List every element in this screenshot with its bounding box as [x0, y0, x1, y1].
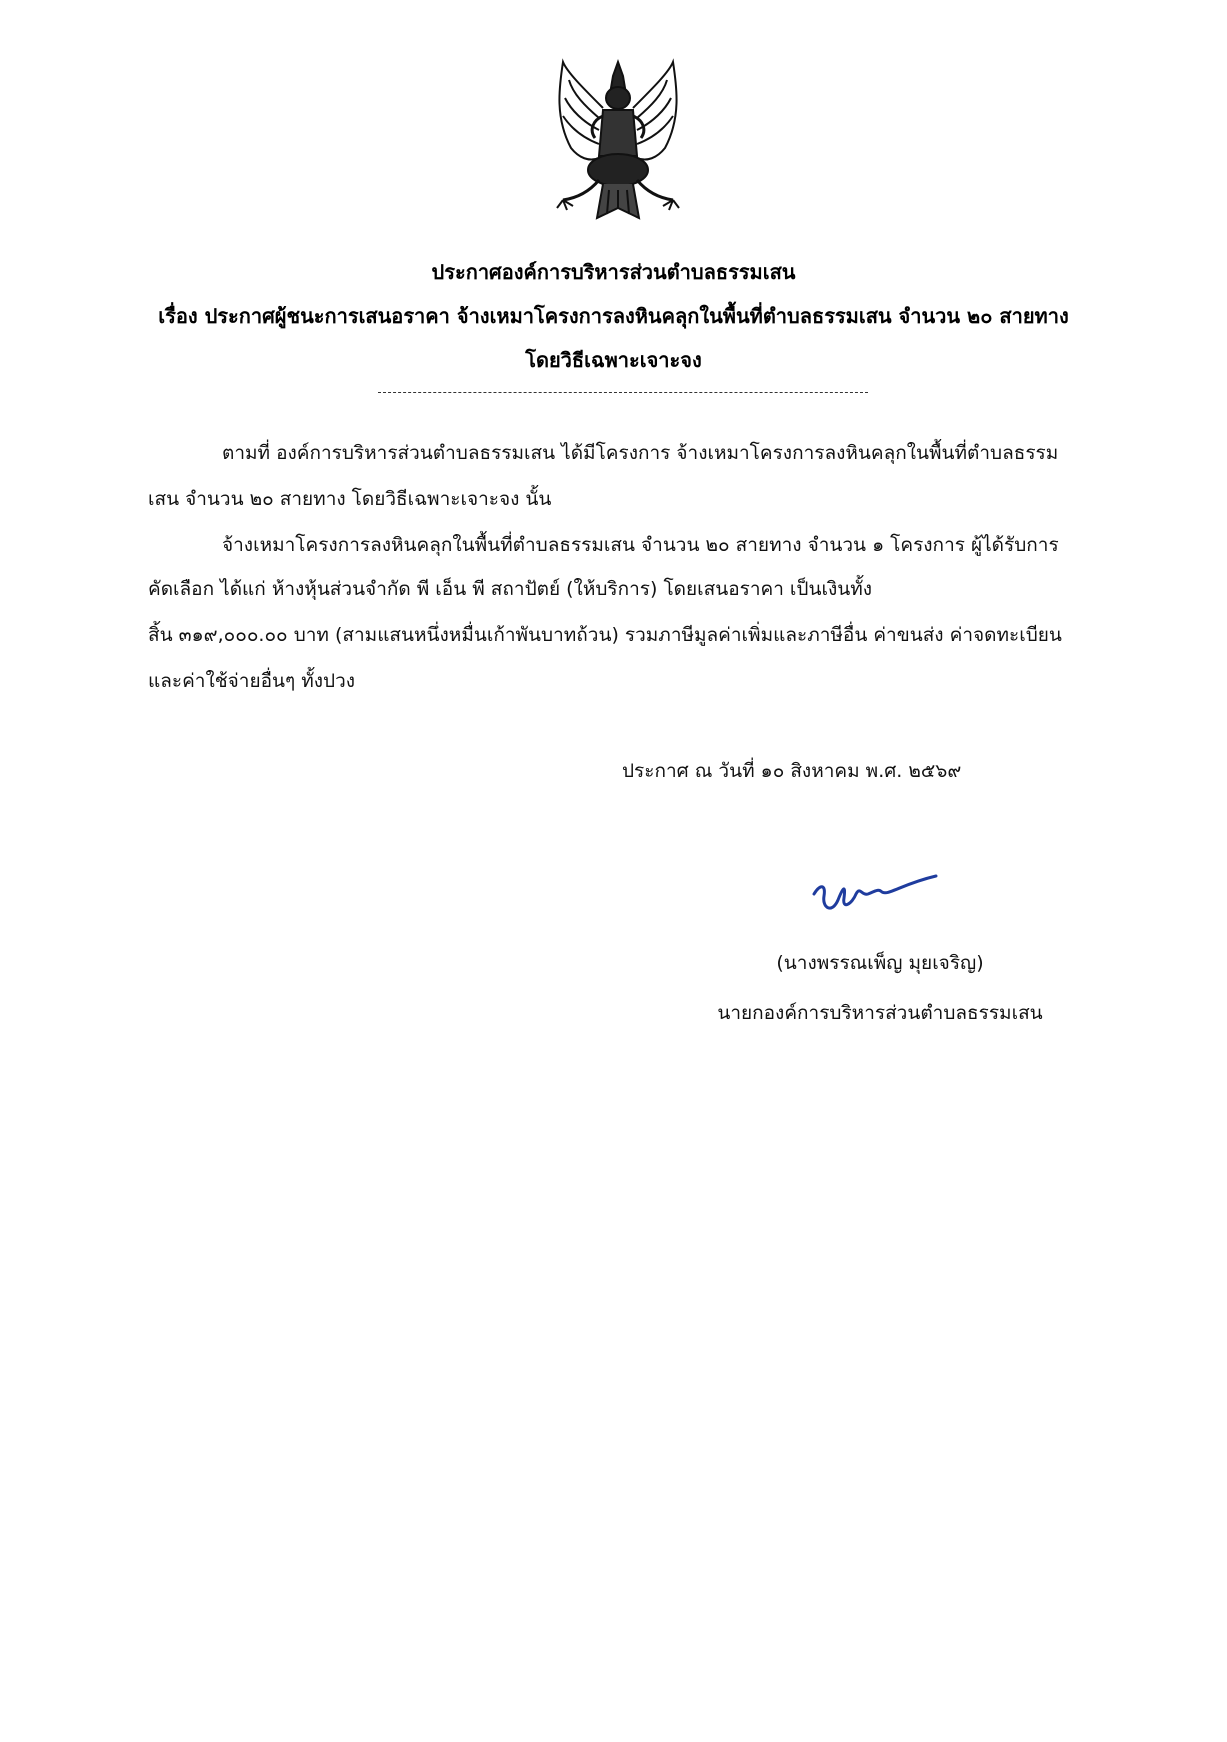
announcement-method: โดยวิธีเฉพาะเจาะจง — [525, 348, 702, 372]
signature — [812, 870, 938, 918]
paragraph-1-line-2: เสน จำนวน ๒๐ สายทาง โดยวิธีเฉพาะเจาะจง นั้น — [148, 488, 552, 510]
paragraph-1-line-1: ตามที่ องค์การบริหารส่วนตำบลธรรมเสน ได้มีโครงการ จ้างเหมาโครงการลงหินคลุกในพื้นที่ตำบลธรรม — [222, 442, 1059, 464]
signer-position: นายกองค์การบริหารส่วนตำบลธรรมเสน — [717, 1002, 1043, 1024]
announcement-date: ประกาศ ณ วันที่ ๑๐ สิงหาคม พ.ศ. ๒๕๖๙ — [622, 760, 962, 782]
garuda-emblem-icon — [553, 58, 683, 228]
announcement-heading: ประกาศองค์การบริหารส่วนตำบลธรรมเสน — [431, 260, 796, 284]
paragraph-2-line-1: จ้างเหมาโครงการลงหินคลุกในพื้นที่ตำบลธรรมเสน จำนวน ๒๐ สายทาง จำนวน ๑ โครงการ ผู้ได้รับการ — [222, 534, 1059, 556]
announcement-subject: เรื่อง ประกาศผู้ชนะการเสนอราคา จ้างเหมาโครงการลงหินคลุกในพื้นที่ตำบลธรรมเสน จำนวน ๒๐ สายทาง — [158, 304, 1069, 328]
signer-name: (นางพรรณเพ็ญ มุยเจริญ) — [776, 952, 984, 974]
paragraph-2-line-4: และค่าใช้จ่ายอื่นๆ ทั้งปวง — [148, 670, 356, 692]
paragraph-2-line-3: สิ้น ๓๑๙,๐๐๐.๐๐ บาท (สามแสนหนึ่งหมื่นเก้าพันบาทถ้วน) รวมภาษีมูลค่าเพิ่มและภาษีอื่น ค่าขนส่ง ค่าจดทะเบียน — [148, 624, 1062, 646]
separator-line — [378, 392, 868, 393]
paragraph-2-line-2: คัดเลือก ได้แก่ ห้างหุ้นส่วนจำกัด พี เอ็น พี สถาปัตย์ (ให้บริการ) โดยเสนอราคา เป็นเงินทั้ง — [148, 578, 873, 600]
